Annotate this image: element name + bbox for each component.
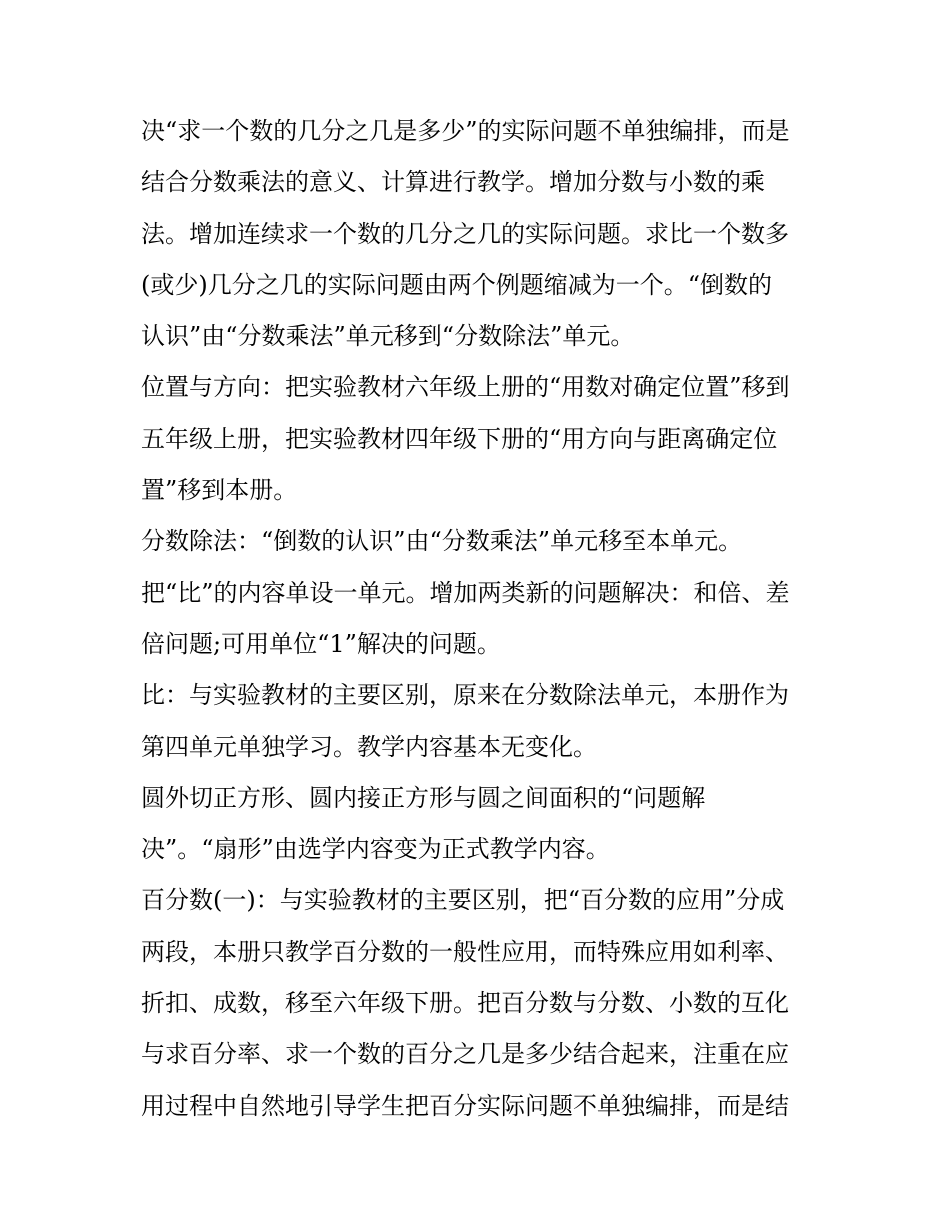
text-line: 决”。“扇形”由选学内容变为正式教学内容。 (141, 835, 610, 864)
text-line: 倍问题;可用单位“1”解决的问题。 (141, 629, 501, 658)
text-line: 圆外切正方形、圆内接正方形与圆之间面积的“问题解 (141, 783, 706, 812)
text-line: 置”移到本册。 (141, 476, 298, 505)
text-line: 分数除法：“倒数的认识”由“分数乘法”单元移至本单元。 (141, 527, 743, 556)
text-line: 法。增加连续求一个数的几分之几的实际问题。求比一个数多 (141, 219, 789, 248)
text-line: 位置与方向：把实验教材六年级上册的“用数对确定位置”移到 (141, 373, 790, 402)
text-line: 结合分数乘法的意义、计算进行教学。增加分数与小数的乘 (141, 168, 765, 197)
text-line: 第四单元单独学习。教学内容基本无变化。 (141, 732, 597, 761)
text-line: 把“比”的内容单设一单元。增加两类新的问题解决：和倍、差 (141, 578, 790, 607)
text-line: 比：与实验教材的主要区别，原来在分数除法单元，本册作为 (141, 681, 789, 710)
text-line: 认识”由“分数乘法”单元移到“分数除法”单元。 (141, 322, 635, 351)
text-line: 两段，本册只教学百分数的一般性应用，而特殊应用如利率、 (141, 937, 789, 966)
document-body (141, 106, 821, 1132)
text-line: 百分数(一)：与实验教材的主要区别，把“百分数的应用”分成 (141, 886, 785, 915)
text-line: 与求百分率、求一个数的百分之几是多少结合起来，注重在应 (141, 1040, 789, 1069)
text-line: 五年级上册，把实验教材四年级下册的“用方向与距离确定位 (141, 424, 778, 453)
text-line: 决“求一个数的几分之几是多少”的实际问题不单独编排，而是 (141, 117, 790, 145)
text-line: (或少)几分之几的实际问题由两个例题缩减为一个。“倒数的 (141, 270, 772, 299)
text-line: 用过程中自然地引导学生把百分实际问题不单独编排，而是结 (141, 1091, 789, 1120)
text-line: 折扣、成数，移至六年级下册。把百分数与分数、小数的互化 (141, 989, 789, 1018)
